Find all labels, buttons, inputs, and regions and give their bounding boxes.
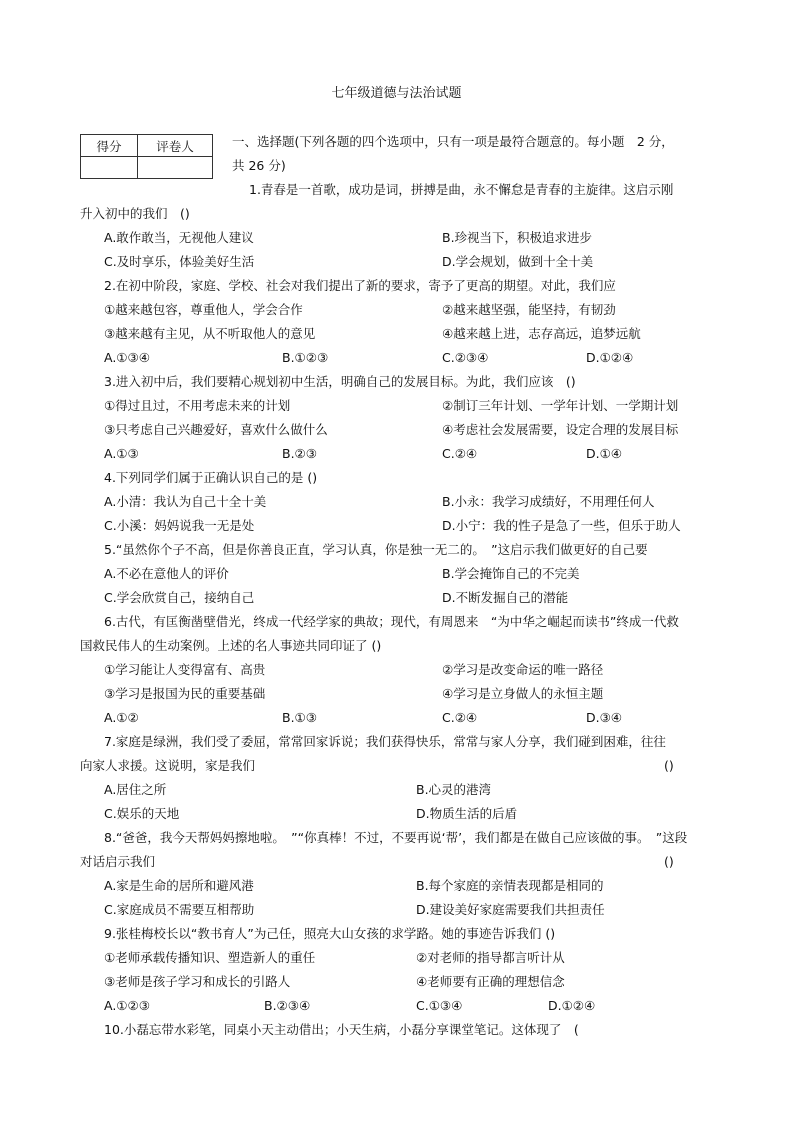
q7-stem-cont: 向家人求援。这说明，家是我们 — [80, 758, 256, 773]
grader-cell[interactable] — [138, 157, 213, 179]
q8-option-d[interactable]: D.建设美好家庭需要我们共担责任 — [416, 902, 605, 917]
q3-statement-3: ③只考虑自己兴趣爱好，喜欢什么做什么 — [104, 422, 328, 437]
q6-stem: 6.古代，有匡衡凿壁借光，终成一代经学家的典故；现代，有周恩来 “为中华之崛起而读书”终成一代救 — [104, 614, 679, 629]
q9-stem: 9.张桂梅校长以“教书育人”为己任，照亮大山女孩的求学路。她的事迹告诉我们 () — [104, 926, 556, 941]
q6-stem-cont: 国救民伟人的生动案例。上述的名人事迹共同印证了 () — [80, 638, 382, 653]
q7-option-c[interactable]: C.娱乐的天地 — [104, 806, 180, 821]
q3-stem: 3.进入初中后，我们要精心规划初中生活，明确自己的发展目标。为此，我们应该 () — [104, 374, 576, 389]
q3-statement-2: ②制订三年计划、一学年计划、一学期计划 — [442, 398, 679, 413]
q10-stem: 10.小磊忘带水彩笔，同桌小天主动借出；小天生病，小磊分享课堂笔记。这体现了 ( — [104, 1022, 579, 1037]
q1-stem-cont: 升入初中的我们 () — [80, 206, 190, 221]
q2-option-a[interactable]: A.①③④ — [104, 350, 150, 365]
q2-statement-3: ③越来越有主见，从不听取他人的意见 — [104, 326, 316, 341]
section-heading: 一、选择题(下列各题的四个选项中，只有一项是最符合题意的。每小题 2 分， — [232, 134, 674, 149]
q5-stem: 5.“虽然你个子不高，但是你善良正直，学习认真，你是独一无二的。 ”这启示我们做更好的自己要 — [104, 542, 648, 557]
q9-option-c[interactable]: C.①③④ — [416, 998, 463, 1013]
q2-option-b[interactable]: B.①②③ — [282, 350, 329, 365]
q3-option-a[interactable]: A.①③ — [104, 446, 139, 461]
q8-option-a[interactable]: A.家是生命的居所和避风港 — [104, 878, 254, 893]
q6-statement-1: ①学习能让人变得富有、高贵 — [104, 662, 266, 677]
q6-option-b[interactable]: B.①③ — [282, 710, 317, 725]
grader-header: 评卷人 — [138, 135, 213, 157]
q6-option-d[interactable]: D.③④ — [586, 710, 623, 725]
q7-answer-slot: () — [664, 758, 674, 773]
q3-statement-1: ①得过且过，不用考虑未来的计划 — [104, 398, 291, 413]
q8-option-b[interactable]: B.每个家庭的亲情表现都是相同的 — [416, 878, 604, 893]
q2-option-d[interactable]: D.①②④ — [586, 350, 634, 365]
q1-option-b[interactable]: B.珍视当下，积极追求进步 — [442, 230, 593, 245]
q6-option-c[interactable]: C.②④ — [442, 710, 478, 725]
q3-option-d[interactable]: D.①④ — [586, 446, 623, 461]
q7-option-b[interactable]: B.心灵的港湾 — [416, 782, 492, 797]
q7-option-a[interactable]: A.居住之所 — [104, 782, 167, 797]
score-table — [80, 134, 213, 179]
q1-option-c[interactable]: C.及时享乐，体验美好生活 — [104, 254, 255, 269]
q9-option-a[interactable]: A.①②③ — [104, 998, 150, 1013]
q2-stem: 2.在初中阶段，家庭、学校、社会对我们提出了新的要求，寄予了更高的期望。对此，我们应 — [104, 278, 616, 293]
q6-option-a[interactable]: A.①② — [104, 710, 139, 725]
q9-option-d[interactable]: D.①②④ — [548, 998, 596, 1013]
q5-option-b[interactable]: B.学会掩饰自己的不完美 — [442, 566, 580, 581]
q2-option-c[interactable]: C.②③④ — [442, 350, 489, 365]
score-header: 得分 — [81, 135, 138, 157]
q8-option-c[interactable]: C.家庭成员不需要互相帮助 — [104, 902, 255, 917]
q3-option-c[interactable]: C.②④ — [442, 446, 478, 461]
q4-option-a[interactable]: A.小清：我认为自己十全十美 — [104, 494, 267, 509]
q6-statement-3: ③学习是报国为民的重要基础 — [104, 686, 266, 701]
q9-statement-1: ①老师承载传播知识、塑造新人的重任 — [104, 950, 316, 965]
q3-statement-4: ④考虑社会发展需要，设定合理的发展目标 — [442, 422, 679, 437]
q4-option-d[interactable]: D.小宁：我的性子是急了一些，但乐于助人 — [442, 518, 681, 533]
q2-statement-4: ④越来越上进，志存高远，追梦远航 — [442, 326, 641, 341]
q2-statement-2: ②越来越坚强，能坚持，有韧劲 — [442, 302, 616, 317]
q9-statement-2: ②对老师的指导都言听计从 — [416, 950, 565, 965]
q4-option-c[interactable]: C.小溪：妈妈说我一无是处 — [104, 518, 255, 533]
q1-option-a[interactable]: A.敢作敢当，无视他人建议 — [104, 230, 254, 245]
q7-stem: 7.家庭是绿洲，我们受了委屈，常常回家诉说；我们获得快乐，常常与家人分享，我们碰到困难，往往 — [104, 734, 666, 749]
q4-option-b[interactable]: B.小永：我学习成绩好，不用理任何人 — [442, 494, 655, 509]
q8-stem: 8.“爸爸，我今天帮妈妈擦地啦。 ”“你真棒！不过，不要再说‘帮’，我们都是在做自己应该做的事。 ”这段 — [104, 830, 688, 845]
q9-option-b[interactable]: B.②③④ — [264, 998, 311, 1013]
q5-option-d[interactable]: D.不断发掘自己的潜能 — [442, 590, 569, 605]
q5-option-c[interactable]: C.学会欣赏自己，接纳自己 — [104, 590, 255, 605]
q8-answer-slot: () — [664, 854, 674, 869]
score-cell[interactable] — [81, 157, 138, 179]
section-heading-cont: 共 26 分) — [232, 158, 286, 173]
q5-option-a[interactable]: A.不必在意他人的评价 — [104, 566, 229, 581]
q9-statement-4: ④老师要有正确的理想信念 — [416, 974, 565, 989]
q6-statement-4: ④学习是立身做人的永恒主题 — [442, 686, 604, 701]
q4-stem: 4.下列同学们属于正确认识自己的是 () — [104, 470, 318, 485]
page-title: 七年级道德与法治试题 — [331, 86, 462, 101]
q1-option-d[interactable]: D.学会规划，做到十全十美 — [442, 254, 594, 269]
q3-option-b[interactable]: B.②③ — [282, 446, 317, 461]
q8-stem-cont: 对话启示我们 — [80, 854, 156, 869]
q6-statement-2: ②学习是改变命运的唯一路径 — [442, 662, 604, 677]
q7-option-d[interactable]: D.物质生活的后盾 — [416, 806, 518, 821]
q2-statement-1: ①越来越包容，尊重他人，学会合作 — [104, 302, 303, 317]
q1-stem: 1.青春是一首歌，成功是词，拼搏是曲，永不懈怠是青春的主旋律。这启示刚 — [249, 182, 674, 197]
q9-statement-3: ③老师是孩子学习和成长的引路人 — [104, 974, 291, 989]
